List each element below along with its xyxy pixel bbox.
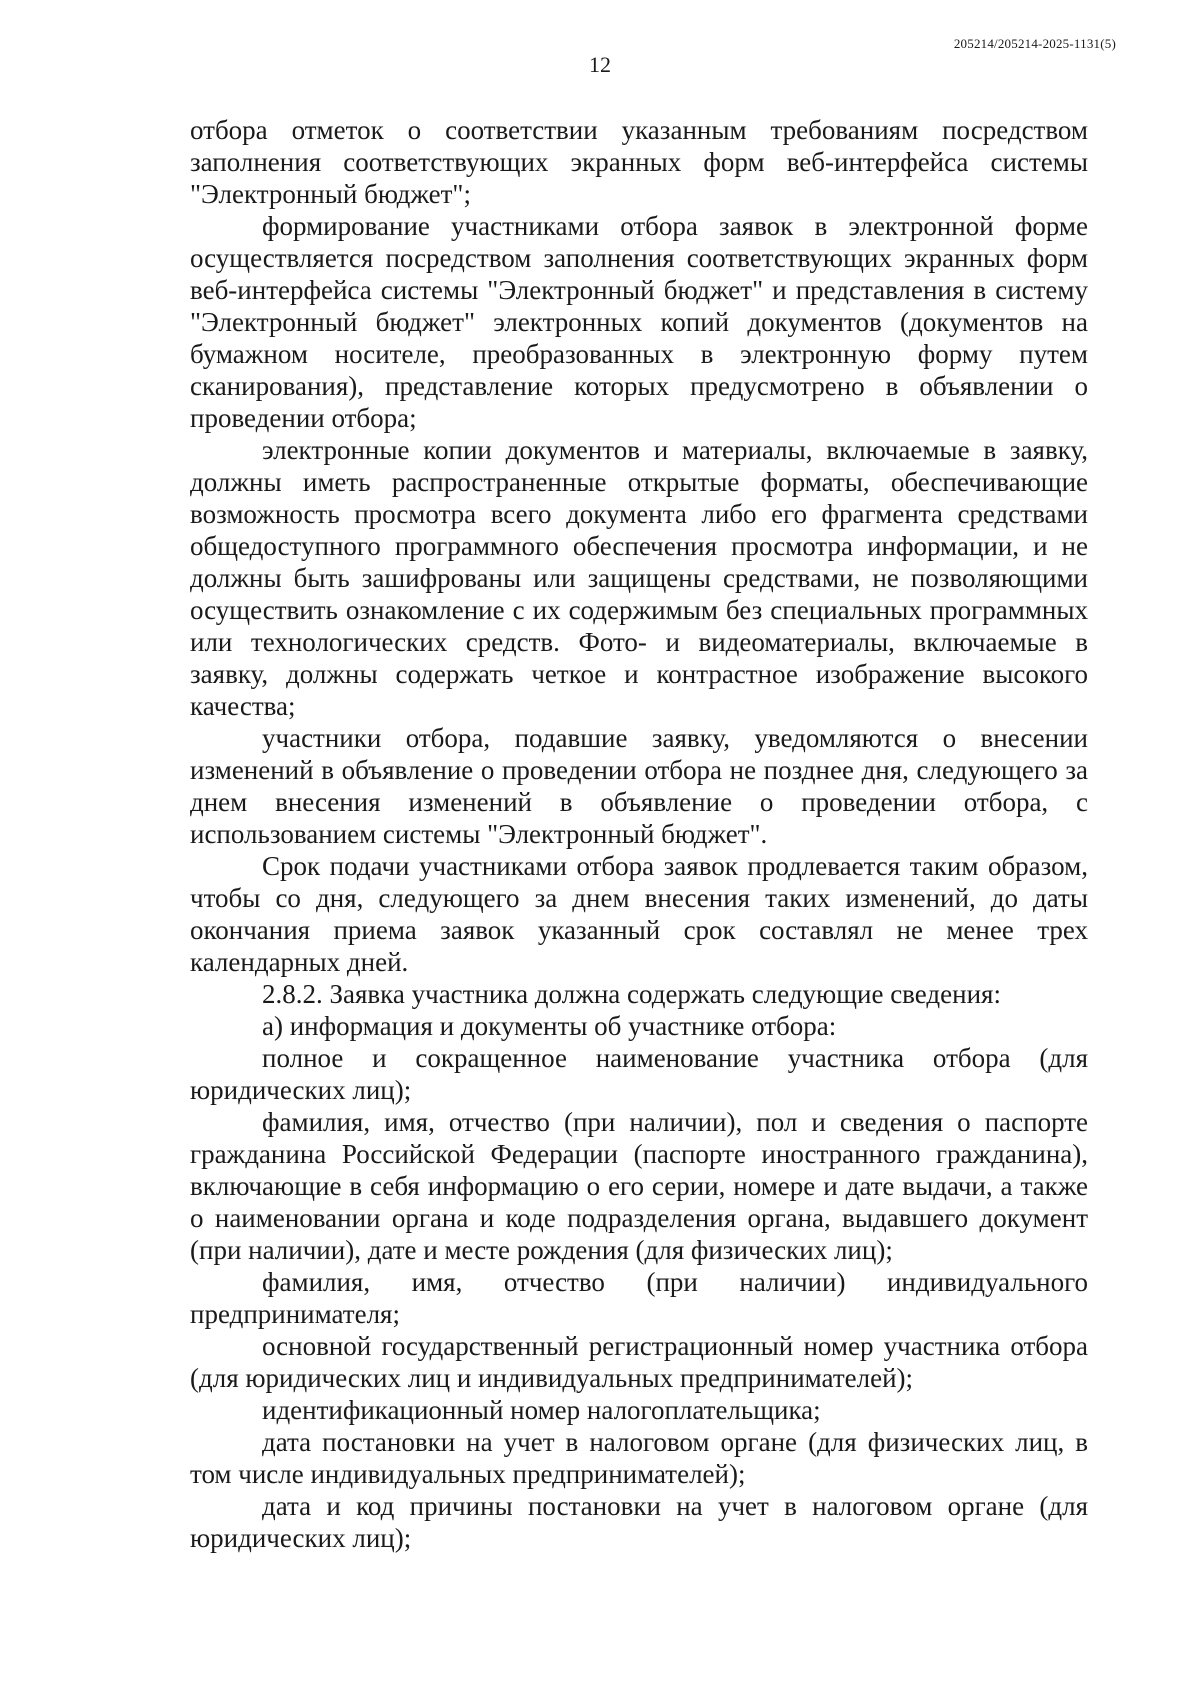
document-body [190, 114, 1088, 1554]
paragraph: дата и код причины постановки на учет в налоговом органе (для юридических лиц); [190, 1491, 1088, 1553]
paragraph: участники отбора, подавшие заявку, уведомляются о внесении изменений в объявление о проведении отбора не позднее дня, следующего за днем внесения изменений в объявление о проведении отбора, с использованием системы "Электронный бюджет". [190, 723, 1088, 849]
document-id: 205214/205214-2025-1131(5) [953, 36, 1116, 51]
paragraph: фамилия, имя, отчество (при наличии), пол и сведения о паспорте гражданина Российской Федерации (паспорте иностранного гражданина), включающие в себя информацию о его серии, номере и дате выдачи, а также о наименовании органа и коде подразделения органа, выдавшего документ (при наличии), дате и месте рождения (для физических лиц); [190, 1107, 1088, 1265]
paragraph: электронные копии документов и материалы, включаемые в заявку, должны иметь распространенные открытые форматы, обеспечивающие возможность просмотра всего документа либо его фрагмента средствами общедоступного программного обеспечения просмотра информации, и не должны быть зашифрованы или защищены средствами, не позволяющими осуществить ознакомление с их содержимым без специальных программных или технологических средств. Фото- и видеоматериалы, включаемые в заявку, должны содержать четкое и контрастное изображение высокого качества; [190, 435, 1088, 721]
page-number: 12 [589, 52, 611, 77]
paragraph: формирование участниками отбора заявок в электронной форме осуществляется посредством заполнения соответствующих экранных форм веб-интерфейса системы "Электронный бюджет" и представления в систему "Электронный бюджет" электронных копий документов (документов на бумажном носителе, преобразованных в электронную форму путем сканирования), представление которых предусмотрено в объявлении о проведении отбора; [190, 211, 1088, 433]
paragraph: основной государственный регистрационный номер участника отбора (для юридических лиц и индивидуальных предпринимателей); [190, 1331, 1088, 1393]
paragraph: Срок подачи участниками отбора заявок продлевается таким образом, чтобы со дня, следующего за днем внесения таких изменений, до даты окончания приема заявок указанный срок составлял не менее трех календарных дней. [190, 851, 1088, 977]
paragraph: а) информация и документы об участнике отбора: [262, 1011, 837, 1041]
paragraph: дата постановки на учет в налоговом органе (для физических лиц, в том числе индивидуальных предпринимателей); [190, 1427, 1088, 1489]
paragraph: фамилия, имя, отчество (при наличии) индивидуального предпринимателя; [190, 1267, 1088, 1329]
paragraph: 2.8.2. Заявка участника должна содержать следующие сведения: [262, 979, 1001, 1009]
paragraph: полное и сокращенное наименование участника отбора (для юридических лиц); [190, 1043, 1088, 1105]
paragraph-continuation: отбора отметок о соответствии указанным требованиям посредством заполнения соответствующих экранных форм веб-интерфейса системы "Электронный бюджет"; [190, 115, 1088, 209]
paragraph: идентификационный номер налогоплательщика; [262, 1395, 821, 1425]
